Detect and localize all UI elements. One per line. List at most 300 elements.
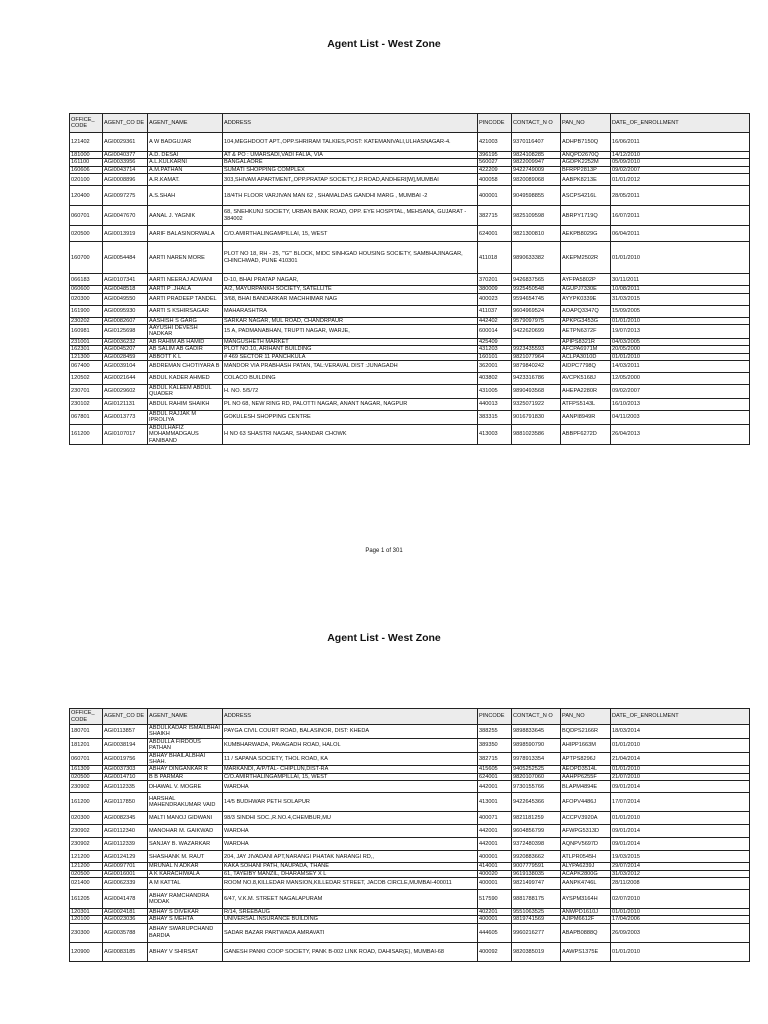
cell-agent-code: AGI0083185: [103, 942, 148, 961]
cell-agent-code: AGI0121131: [103, 398, 148, 410]
table-row: [70, 353, 750, 360]
cell-address: D-10, BHAI PRATAP NAGAR,: [223, 274, 478, 286]
agent-table: [69, 708, 750, 962]
document-page-2: [0, 570, 768, 1024]
cell-office-code: 230902: [70, 825, 103, 838]
cell-contact-no: 9619138035: [512, 870, 561, 877]
table-row: [70, 916, 750, 923]
cell-date-of-enrollment: 28/05/2011: [611, 186, 750, 206]
cell-pan-no: ACCPV3920A: [561, 812, 611, 825]
cell-address: BANGALAORE: [223, 159, 478, 166]
cell-office-code: 162301: [70, 346, 103, 353]
cell-pincode: 400071: [478, 812, 512, 825]
cell-pan-no: AGUPJ7330E: [561, 286, 611, 293]
cell-agent-name: A.S.SHAH: [148, 186, 223, 206]
table-row: [70, 738, 750, 752]
cell-contact-no: 9551063525: [512, 909, 561, 916]
cell-address: ROOM NO.8,KILLEDAR MANSION,KILLEDAR STREET, JACOB CIRCLE,MUMBAI-400011: [223, 878, 478, 890]
cell-office-code: 230701: [70, 385, 103, 399]
cell-pan-no: AVCPK5168J: [561, 373, 611, 385]
cell-pan-no: APKPG3453G: [561, 317, 611, 324]
cell-contact-no: 9898833645: [512, 725, 561, 739]
cell-pincode: 442001: [478, 781, 512, 793]
cell-office-code: 230202: [70, 317, 103, 324]
cell-office-code: 230902: [70, 838, 103, 851]
cell-address: 14/5 BUDHWAR PETH SOLAPUR: [223, 793, 478, 812]
cell-agent-name: SANJAY B. WAZARKAR: [148, 838, 223, 851]
header-pan-no: PAN_NO: [561, 114, 611, 133]
cell-pincode: 411018: [478, 242, 512, 274]
cell-date-of-enrollment: 05/09/2010: [611, 159, 750, 166]
cell-agent-name: AARTI NAREN MORE: [148, 242, 223, 274]
table-row: [70, 159, 750, 166]
cell-address: COLACO BUILDING: [223, 373, 478, 385]
table-row: [70, 923, 750, 942]
cell-pincode: 403802: [478, 373, 512, 385]
cell-contact-no: 9821300810: [512, 226, 561, 242]
cell-date-of-enrollment: 09/01/2014: [611, 838, 750, 851]
cell-agent-code: AGI0019756: [103, 752, 148, 766]
cell-address: SUMATI SHOPPING COMPLEX: [223, 166, 478, 173]
table-row: [70, 186, 750, 206]
cell-pincode: 388255: [478, 725, 512, 739]
cell-pan-no: AFOPV4486J: [561, 793, 611, 812]
cell-pan-no: APIPS8321R: [561, 338, 611, 345]
cell-pan-no: AAWPS1375E: [561, 942, 611, 961]
cell-agent-name: ABBOTT K L: [148, 353, 223, 360]
cell-office-code: 120502: [70, 373, 103, 385]
cell-pan-no: AYYPK0339E: [561, 293, 611, 305]
cell-agent-code: AGI0049550: [103, 293, 148, 305]
cell-address: WARDHA: [223, 838, 478, 851]
table-row: [70, 338, 750, 345]
table-row: [70, 317, 750, 324]
cell-date-of-enrollment: 01/01/2010: [611, 766, 750, 773]
cell-agent-code: AGI0029602: [103, 385, 148, 399]
cell-address: 204, JAY JIVADANI APT,NARANGI PHATAK NARANGI RD,,: [223, 851, 478, 863]
cell-pan-no: AQNPV5697D: [561, 838, 611, 851]
table-row: [70, 133, 750, 152]
cell-pan-no: ADHPB7150Q: [561, 133, 611, 152]
cell-date-of-enrollment: 20/05/2000: [611, 346, 750, 353]
header-agent-name: AGENT_NAME: [148, 709, 223, 725]
cell-address: A/2, MAYURPANKH SOCIETY, SATELLITE: [223, 286, 478, 293]
cell-contact-no: 9594654745: [512, 293, 561, 305]
table-header-row: [70, 114, 750, 133]
cell-agent-code: AGI0117850: [103, 793, 148, 812]
cell-pincode: 160101: [478, 353, 512, 360]
cell-pan-no: AIDPC7798Q: [561, 361, 611, 373]
cell-pan-no: ABBPF6272D: [561, 424, 611, 444]
cell-contact-no: 9422749009: [512, 166, 561, 173]
cell-agent-name: SHASHANK M. RAUT: [148, 851, 223, 863]
cell-contact-no: 9890633382: [512, 242, 561, 274]
cell-contact-no: 9325071922: [512, 398, 561, 410]
cell-date-of-enrollment: 15/09/2005: [611, 305, 750, 317]
cell-contact-no: 9960216277: [512, 923, 561, 942]
table-row: [70, 851, 750, 863]
cell-pan-no: ANWPD1610J: [561, 909, 611, 916]
cell-pincode: 389350: [478, 738, 512, 752]
cell-pan-no: AAHPP6255F: [561, 773, 611, 780]
cell-agent-name: AASHISH S GARG: [148, 317, 223, 324]
cell-agent-name: A.R.KAMAT.: [148, 174, 223, 186]
cell-office-code: 020500: [70, 226, 103, 242]
cell-pan-no: AKEPM2502R: [561, 242, 611, 274]
cell-agent-code: AGI0037303: [103, 766, 148, 773]
cell-date-of-enrollment: 16/10/2013: [611, 398, 750, 410]
cell-address: GANESH PANKI COOP SOCIETY, PANK B-002 LINK ROAD, DAHISAR(E), MUMBAI-68: [223, 942, 478, 961]
cell-office-code: 020100: [70, 174, 103, 186]
cell-address: GOKULESH SHOPPING CENTRE: [223, 410, 478, 424]
cell-pan-no: ACLPA3010D: [561, 353, 611, 360]
header-office-code: OFFICE_ CODE: [70, 114, 103, 133]
cell-address: SARKAR NAGAR, MUL ROAD, CHANDRPAUR: [223, 317, 478, 324]
cell-agent-name: AB RAHIM AB HAMID: [148, 338, 223, 345]
cell-agent-name: MALTI MANOJ GIDWANI: [148, 812, 223, 825]
page-title: Agent List - West Zone: [327, 632, 441, 644]
cell-agent-code: AGI0036232: [103, 338, 148, 345]
cell-agent-code: AGI0029361: [103, 133, 148, 152]
cell-pincode: 600014: [478, 325, 512, 339]
cell-pincode: 370201: [478, 274, 512, 286]
cell-address: KAKA SOHANI PATH, NAUPADA, THANE: [223, 863, 478, 870]
cell-contact-no: 9879840242: [512, 361, 561, 373]
cell-agent-name: AARTI NEERAJ ADWANI: [148, 274, 223, 286]
header-agent-code: AGENT_CO DE: [103, 709, 148, 725]
cell-pincode: 414001: [478, 863, 512, 870]
table-row: [70, 909, 750, 916]
cell-pan-no: AEKPB8029G: [561, 226, 611, 242]
table-row: [70, 725, 750, 739]
cell-agent-name: A W BADGUJAR: [148, 133, 223, 152]
table-row: [70, 293, 750, 305]
cell-pan-no: ANQPD2670Q: [561, 152, 611, 159]
cell-address: PLOT NO 18, RH - 25, "'G"' BLOCK, MIDC SINHGAD HOUSING SOCIETY, SAMBHAJINAGAR, CHINCHWAD, PUNE 410301: [223, 242, 478, 274]
cell-pincode: 362001: [478, 361, 512, 373]
cell-agent-code: AGI0028459: [103, 353, 148, 360]
table-row: [70, 152, 750, 159]
cell-date-of-enrollment: 09/01/2014: [611, 825, 750, 838]
cell-contact-no: 9824108285: [512, 152, 561, 159]
cell-agent-code: AGI0113857: [103, 725, 148, 739]
cell-office-code: 121200: [70, 851, 103, 863]
cell-agent-name: ABDULHAFIZ MOHAMMADGAUS FANIBAND: [148, 424, 223, 444]
cell-pincode: 400020: [478, 870, 512, 877]
cell-contact-no: 9372480398: [512, 838, 561, 851]
cell-office-code: 020500: [70, 773, 103, 780]
cell-pincode: 383315: [478, 410, 512, 424]
cell-agent-code: AGI0125698: [103, 325, 148, 339]
cell-office-code: 120100: [70, 916, 103, 923]
cell-pan-no: AANPK4746L: [561, 878, 611, 890]
cell-date-of-enrollment: 16/06/2011: [611, 133, 750, 152]
table-row: [70, 373, 750, 385]
cell-contact-no: 9978913354: [512, 752, 561, 766]
cell-pincode: 517590: [478, 890, 512, 909]
cell-contact-no: 9821181259: [512, 812, 561, 825]
cell-agent-code: AGI0013919: [103, 226, 148, 242]
cell-agent-name: AB SALIM AB GADIR: [148, 346, 223, 353]
cell-agent-name: ABDUL RAJJAK M IPROLIYA: [148, 410, 223, 424]
cell-agent-name: AANAL J. YAGNIK: [148, 206, 223, 226]
cell-agent-code: AGI0041478: [103, 890, 148, 909]
table-row: [70, 274, 750, 286]
cell-pincode: 425409: [478, 338, 512, 345]
cell-agent-code: AGI0016001: [103, 870, 148, 877]
cell-contact-no: 9426837565: [512, 274, 561, 286]
cell-pincode: 400001: [478, 186, 512, 206]
cell-contact-no: 9821499747: [512, 878, 561, 890]
cell-pincode: 380009: [478, 286, 512, 293]
cell-contact-no: 9820107060: [512, 773, 561, 780]
cell-address: 303,SHIVAM APARTMENT,,OPP.PRATAP SOCIETY,J.P.ROAD,ANDHERI[W],MUMBAI: [223, 174, 478, 186]
cell-pincode: 413001: [478, 793, 512, 812]
cell-agent-code: AGI0045207: [103, 346, 148, 353]
table-row: [70, 242, 750, 274]
cell-agent-code: AGI0107341: [103, 274, 148, 286]
cell-office-code: 231001: [70, 338, 103, 345]
cell-pan-no: AANPI8949R: [561, 410, 611, 424]
cell-date-of-enrollment: 01/01/2010: [611, 942, 750, 961]
cell-pincode: 442001: [478, 838, 512, 851]
cell-contact-no: 9049598855: [512, 186, 561, 206]
cell-contact-no: 9016791830: [512, 410, 561, 424]
cell-pan-no: ATLPR0545H: [561, 851, 611, 863]
table-row: [70, 226, 750, 242]
cell-date-of-enrollment: 19/07/2013: [611, 325, 750, 339]
cell-agent-code: AGI0014710: [103, 773, 148, 780]
cell-pan-no: AETPN6372F: [561, 325, 611, 339]
cell-pincode: 400001: [478, 916, 512, 923]
cell-pincode: 440013: [478, 398, 512, 410]
cell-pincode: 396195: [478, 152, 512, 159]
cell-date-of-enrollment: 04/03/2005: [611, 338, 750, 345]
cell-agent-code: AGI0048518: [103, 286, 148, 293]
cell-address: PLOT NO.10, ARIHANT BUILDING: [223, 346, 478, 353]
cell-date-of-enrollment: 02/07/2010: [611, 890, 750, 909]
cell-pincode: 560027: [478, 159, 512, 166]
header-date-of-enrollment: DATE_OF_ENROLLMENT: [611, 114, 750, 133]
cell-date-of-enrollment: 06/04/2011: [611, 226, 750, 242]
header-contact-no: CONTACT_N O: [512, 114, 561, 133]
cell-pan-no: ALYPA6239J: [561, 863, 611, 870]
cell-pincode: 422209: [478, 166, 512, 173]
cell-date-of-enrollment: 18/03/2014: [611, 725, 750, 739]
cell-agent-code: AGI0097701: [103, 863, 148, 870]
cell-date-of-enrollment: 21/04/2014: [611, 752, 750, 766]
cell-contact-no: 9925450548: [512, 286, 561, 293]
cell-date-of-enrollment: 01/01/2010: [611, 909, 750, 916]
cell-date-of-enrollment: 09/01/2014: [611, 781, 750, 793]
cell-date-of-enrollment: 31/03/2015: [611, 293, 750, 305]
cell-pan-no: ABRPY1719Q: [561, 206, 611, 226]
table-row: [70, 305, 750, 317]
table-row: [70, 424, 750, 444]
cell-pincode: 400023: [478, 293, 512, 305]
cell-date-of-enrollment: 21/07/2010: [611, 773, 750, 780]
table-row: [70, 793, 750, 812]
cell-contact-no: 9819741569: [512, 916, 561, 923]
table-row: [70, 766, 750, 773]
header-address: ADDRESS: [223, 114, 478, 133]
table-row: [70, 825, 750, 838]
header-pincode: PINCODE: [478, 114, 512, 133]
cell-pan-no: AOAPQ3347Q: [561, 305, 611, 317]
cell-agent-code: AGI0082607: [103, 317, 148, 324]
cell-pan-no: AYFPA5802P: [561, 274, 611, 286]
cell-office-code: 020500: [70, 870, 103, 877]
header-agent-name: AGENT_NAME: [148, 114, 223, 133]
page-title: Agent List - West Zone: [327, 38, 441, 50]
cell-agent-name: MRUNAL N ADKAR: [148, 863, 223, 870]
cell-agent-name: ABDUL KALEEM ABDUL QUADER: [148, 385, 223, 399]
cell-agent-code: AGI0112335: [103, 781, 148, 793]
cell-address: AT & PO : UMARSADI,VADI FALIA, VIA: [223, 152, 478, 159]
cell-pincode: 431005: [478, 385, 512, 399]
header-address: ADDRESS: [223, 709, 478, 725]
cell-office-code: 120400: [70, 186, 103, 206]
cell-date-of-enrollment: 30/11/2011: [611, 274, 750, 286]
cell-date-of-enrollment: 01/01/2010: [611, 317, 750, 324]
cell-contact-no: 9604856799: [512, 825, 561, 838]
cell-contact-no: 9923435593: [512, 346, 561, 353]
cell-pincode: 413003: [478, 424, 512, 444]
cell-office-code: 067400: [70, 361, 103, 373]
cell-address: 3/68, BHAI BANDARKAR MACHHIMAR NAG: [223, 293, 478, 305]
cell-agent-code: AGI0033956: [103, 159, 148, 166]
cell-pincode: 415605: [478, 766, 512, 773]
cell-date-of-enrollment: 14/03/2011: [611, 361, 750, 373]
cell-office-code: 121402: [70, 133, 103, 152]
cell-agent-code: AGI0062339: [103, 878, 148, 890]
cell-office-code: 160981: [70, 325, 103, 339]
cell-pincode: 624001: [478, 773, 512, 780]
table-row: [70, 870, 750, 877]
cell-address: UNIVERSAL INSURANCE BUILDING: [223, 916, 478, 923]
cell-contact-no: 9604969524: [512, 305, 561, 317]
cell-office-code: 060600: [70, 286, 103, 293]
cell-date-of-enrollment: 26/09/2003: [611, 923, 750, 942]
cell-date-of-enrollment: 01/01/2012: [611, 174, 750, 186]
table-row: [70, 781, 750, 793]
cell-agent-code: AGI0043714: [103, 166, 148, 173]
cell-office-code: 161200: [70, 793, 103, 812]
cell-agent-code: AGI0047670: [103, 206, 148, 226]
cell-pan-no: ABAPB0888Q: [561, 923, 611, 942]
table-row: [70, 812, 750, 825]
cell-office-code: 230102: [70, 398, 103, 410]
cell-pincode: 382715: [478, 752, 512, 766]
cell-office-code: 161200: [70, 424, 103, 444]
cell-pan-no: ASCPS4216L: [561, 186, 611, 206]
table-row: [70, 890, 750, 909]
table-row: [70, 863, 750, 870]
cell-contact-no: 9730155766: [512, 781, 561, 793]
cell-pan-no: APTPS8296J: [561, 752, 611, 766]
cell-address: MAHARASHTRA: [223, 305, 478, 317]
table-row: [70, 942, 750, 961]
cell-contact-no: 9405252525: [512, 766, 561, 773]
cell-contact-no: 9370116407: [512, 133, 561, 152]
cell-date-of-enrollment: 09/02/2007: [611, 385, 750, 399]
cell-agent-code: AGI0039104: [103, 361, 148, 373]
table-row: [70, 174, 750, 186]
cell-agent-name: MANOHAR M. GAIKWAD: [148, 825, 223, 838]
cell-pincode: 442001: [478, 825, 512, 838]
cell-date-of-enrollment: 12/05/2000: [611, 373, 750, 385]
cell-agent-name: A.M.PATHAN: [148, 166, 223, 173]
cell-date-of-enrollment: 19/03/2015: [611, 851, 750, 863]
cell-pan-no: AABPK8213E: [561, 174, 611, 186]
cell-address: 61, TAYEIBY MANZIL, DHARAMSEY X L: [223, 870, 478, 877]
cell-agent-code: AGI0024181: [103, 909, 148, 916]
cell-agent-name: A.L.KULKARNI: [148, 159, 223, 166]
cell-address: C/O.AMIRTHALINGAMPILLAI, 15, WEST: [223, 773, 478, 780]
cell-pan-no: AFCPA6971M: [561, 346, 611, 353]
cell-pan-no: AGDPK2252M: [561, 159, 611, 166]
cell-office-code: 181000: [70, 152, 103, 159]
cell-pincode: 400092: [478, 942, 512, 961]
cell-agent-name: ABHAY V SHIRSAT: [148, 942, 223, 961]
cell-address: WARDHA: [223, 825, 478, 838]
cell-date-of-enrollment: 26/04/2013: [611, 424, 750, 444]
header-pan-no: PAN_NO: [561, 709, 611, 725]
cell-agent-code: AGI0082345: [103, 812, 148, 825]
cell-address: # 469 SECTOR 11 PANCHKULA: [223, 353, 478, 360]
cell-pincode: 431203: [478, 346, 512, 353]
cell-agent-name: ABHAY RAMCHANDRA MODAK: [148, 890, 223, 909]
table-row: [70, 398, 750, 410]
cell-pincode: 421003: [478, 133, 512, 152]
cell-agent-name: ABDUL RAHIM SHAIKH: [148, 398, 223, 410]
cell-address: R/14, SREEBAUG: [223, 909, 478, 916]
cell-agent-code: AGI0112339: [103, 838, 148, 851]
table-row: [70, 385, 750, 399]
cell-pincode: 400001: [478, 878, 512, 890]
table-row: [70, 410, 750, 424]
table-header-row: [70, 709, 750, 725]
cell-agent-code: AGI0107017: [103, 424, 148, 444]
cell-address: PL NO 68, NEW RING RD, PALOTTI NAGAR, ANANT NAGAR, NAGPUR: [223, 398, 478, 410]
cell-address: WARDHA: [223, 781, 478, 793]
cell-agent-name: ABDULLA FIRDOUS PATHAN: [148, 738, 223, 752]
cell-contact-no: [512, 338, 561, 345]
cell-address: MANDOR VIA PRABHASH PATAN, TAL:VERAVAL DIST :JUNAGADH: [223, 361, 478, 373]
cell-agent-code: AGI0013773: [103, 410, 148, 424]
cell-agent-name: AARTI S KSHIRSAGAR: [148, 305, 223, 317]
cell-address: 98/3 SINDHI SOC.,R.NO.4,CHEMBUR,MU: [223, 812, 478, 825]
cell-address: SADAR BAZAR PARTWADA AMRAVATI: [223, 923, 478, 942]
cell-agent-name: ABDREMAN CHOTIYARA B: [148, 361, 223, 373]
cell-date-of-enrollment: 09/02/2007: [611, 166, 750, 173]
cell-office-code: 067801: [70, 410, 103, 424]
cell-agent-name: AAYUSHI DEVESH NADKAR: [148, 325, 223, 339]
cell-office-code: 060701: [70, 206, 103, 226]
cell-agent-name: ABHAY S DIVEKAR: [148, 909, 223, 916]
cell-office-code: 120900: [70, 942, 103, 961]
cell-contact-no: 9422620699: [512, 325, 561, 339]
cell-pincode: 444605: [478, 923, 512, 942]
cell-agent-code: AGI0054484: [103, 242, 148, 274]
cell-agent-name: B B PARMAR: [148, 773, 223, 780]
cell-contact-no: 9422645366: [512, 793, 561, 812]
cell-agent-code: AGI0095930: [103, 305, 148, 317]
cell-agent-name: A K KARACHIWALA: [148, 870, 223, 877]
cell-office-code: 160700: [70, 242, 103, 274]
table-row: [70, 286, 750, 293]
cell-date-of-enrollment: 16/07/2011: [611, 206, 750, 226]
